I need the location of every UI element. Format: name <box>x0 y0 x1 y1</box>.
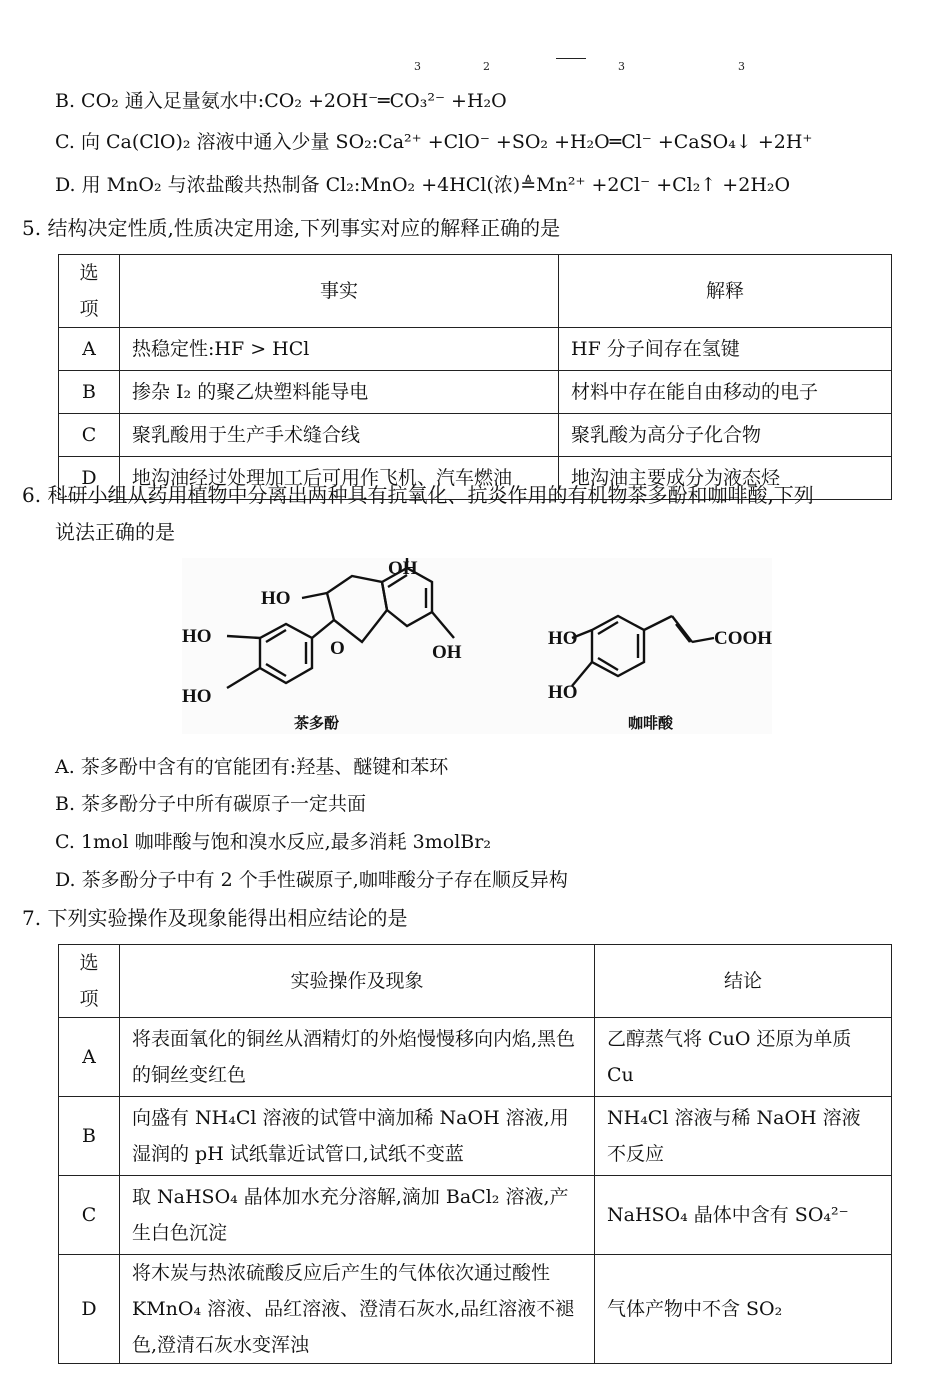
table-cell: 将表面氧化的铜丝从酒精灯的外焰慢慢移向内焰,黑色的铜丝变红色 <box>120 1018 595 1097</box>
top-fragment-4: 3 <box>738 60 745 73</box>
figure-label: HO <box>548 628 578 649</box>
q6-option-c: C. 1mol 咖啡酸与饱和溴水反应,最多消耗 3molBr₂ <box>55 831 491 853</box>
table-cell: D <box>59 457 120 500</box>
q4-option-d: D. 用 MnO₂ 与浓盐酸共热制备 Cl₂:MnO₂ +4HCl(浓)≜Mn²⁺ +2Cl⁻ +Cl₂↑ +2H₂O <box>55 174 791 196</box>
figure-label: O <box>330 638 345 659</box>
top-fragment-2: 2 <box>483 60 490 73</box>
table-cell: 取 NaHSO₄ 晶体加水充分溶解,滴加 BaCl₂ 溶液,产生白色沉淀 <box>120 1176 595 1255</box>
q7-table <box>58 944 892 1364</box>
table-cell: 将木炭与热浓硫酸反应后产生的气体依次通过酸性 KMnO₄ 溶液、品红溶液、澄清石灰水,品红溶液不褪色,澄清石灰水变浑浊 <box>120 1255 595 1364</box>
figure-label: HO <box>182 686 212 707</box>
table-cell: 聚乳酸用于生产手术缝合线 <box>120 414 559 457</box>
table-cell: 地沟油主要成分为液态烃 <box>559 457 892 500</box>
q5-header-row <box>59 255 892 328</box>
figure-label: HO <box>182 626 212 647</box>
table-cell: A <box>59 328 120 371</box>
figure-label: OH <box>388 558 418 579</box>
q4-option-b: B. CO₂ 通入足量氨水中:CO₂ +2OH⁻═CO₃²⁻ +H₂O <box>55 90 507 112</box>
caffeic-acid-name: 咖啡酸 <box>628 714 674 732</box>
tea-polyphenol-name: 茶多酚 <box>294 714 340 732</box>
table-row <box>59 1018 892 1097</box>
q5-table <box>58 254 892 500</box>
q5-header-cell: 选项 <box>59 255 120 328</box>
q6-option-d: D. 茶多酚分子中有 2 个手性碳原子,咖啡酸分子存在顺反异构 <box>55 869 568 891</box>
table-cell: C <box>59 1176 120 1255</box>
top-fragment-arrow <box>556 58 586 59</box>
table-row <box>59 1176 892 1255</box>
table-row <box>59 1097 892 1176</box>
table-cell: A <box>59 1018 120 1097</box>
table-row <box>59 414 892 457</box>
q6-stem-line2: 说法正确的是 <box>55 520 175 544</box>
table-cell: 乙醇蒸气将 CuO 还原为单质 Cu <box>595 1018 892 1097</box>
table-cell: 地沟油经过处理加工后可用作飞机、汽车燃油 <box>120 457 559 500</box>
q7-header-cell: 实验操作及现象 <box>120 945 595 1018</box>
table-cell: 向盛有 NH₄Cl 溶液的试管中滴加稀 NaOH 溶液,用湿润的 pH 试纸靠近试管口,试纸不变蓝 <box>120 1097 595 1176</box>
table-row <box>59 328 892 371</box>
table-cell: B <box>59 1097 120 1176</box>
figure-label: HO <box>548 682 578 703</box>
q5-header-cell: 解释 <box>559 255 892 328</box>
table-cell: 热稳定性:HF > HCl <box>120 328 559 371</box>
table-cell: D <box>59 1255 120 1364</box>
q5-header-cell: 事实 <box>120 255 559 328</box>
structure-figure <box>182 558 772 734</box>
figure-label: COOH <box>714 628 772 649</box>
table-row <box>59 1255 892 1364</box>
table-row <box>59 371 892 414</box>
q7-header-row <box>59 945 892 1018</box>
table-cell: 材料中存在能自由移动的电子 <box>559 371 892 414</box>
table-cell: 聚乳酸为高分子化合物 <box>559 414 892 457</box>
q7-header-cell: 结论 <box>595 945 892 1018</box>
top-fragment-1: 3 <box>414 60 421 73</box>
q7-header-cell: 选项 <box>59 945 120 1018</box>
top-fragment-3: 3 <box>618 60 625 73</box>
figure-label: OH <box>432 642 462 663</box>
q6-option-b: B. 茶多酚分子中所有碳原子一定共面 <box>55 793 367 815</box>
table-cell: NH₄Cl 溶液与稀 NaOH 溶液不反应 <box>595 1097 892 1176</box>
q6-stem-line1: 6. 科研小组从药用植物中分离出两种具有抗氧化、抗炎作用的有机物茶多酚和咖啡酸,下列 <box>22 483 814 507</box>
table-cell: NaHSO₄ 晶体中含有 SO₄²⁻ <box>595 1176 892 1255</box>
table-cell: HF 分子间存在氢键 <box>559 328 892 371</box>
q5-stem: 5. 结构决定性质,性质决定用途,下列事实对应的解释正确的是 <box>22 216 561 240</box>
table-cell: 掺杂 I₂ 的聚乙炔塑料能导电 <box>120 371 559 414</box>
table-cell: B <box>59 371 120 414</box>
q6-option-a: A. 茶多酚中含有的官能团有:羟基、醚键和苯环 <box>55 756 449 778</box>
figure-label: HO <box>261 588 291 609</box>
table-cell: 气体产物中不含 SO₂ <box>595 1255 892 1364</box>
table-cell: C <box>59 414 120 457</box>
q4-option-c: C. 向 Ca(ClO)₂ 溶液中通入少量 SO₂:Ca²⁺ +ClO⁻ +SO₂ +H₂O═Cl⁻ +CaSO₄↓ +2H⁺ <box>55 131 813 153</box>
q7-stem: 7. 下列实验操作及现象能得出相应结论的是 <box>22 906 408 930</box>
